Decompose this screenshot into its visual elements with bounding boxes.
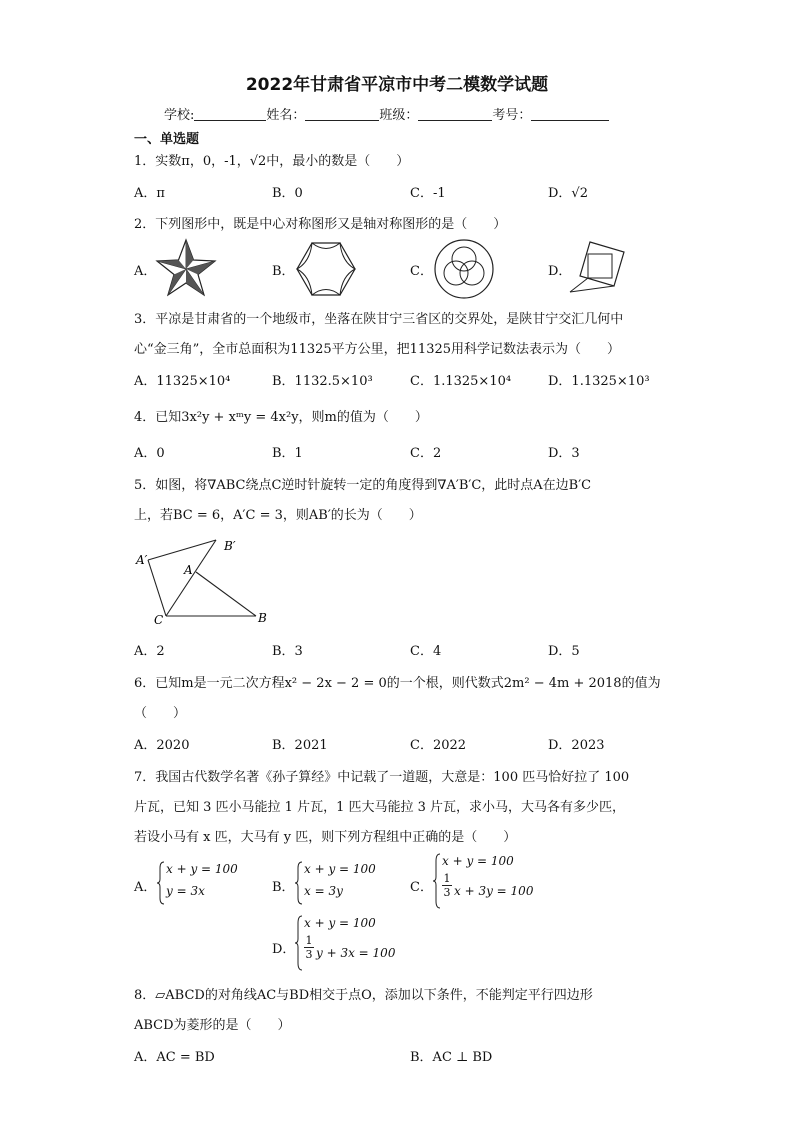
class-blank[interactable] <box>418 108 492 121</box>
section-heading: 一、单选题 <box>134 132 200 147</box>
question-7-text-line-3: 若设小马有 x 匹，大马有 y 匹，则下列方程组中正确的是（ ） <box>134 830 517 845</box>
q7-option-c-fraction <box>442 872 452 899</box>
question-8-text-line-2: ABCD为菱形的是（ ） <box>134 1018 291 1033</box>
question-7-text-line-1: 7．我国古代数学名著《孙子算经》中记载了一道题，大意是：100 匹马恰好拉了 100 <box>134 770 630 785</box>
q1-option-c: C．-1 <box>410 186 446 201</box>
q7-option-c-eq1: x + y = 100 <box>442 854 514 868</box>
q6-option-d: D．2023 <box>548 738 605 753</box>
q1-option-d: D．√2 <box>548 186 588 201</box>
label-a: A <box>184 563 193 577</box>
q2-option-a: A． <box>134 264 157 279</box>
label-a-prime: A′ <box>136 553 148 567</box>
q7-option-b-label: B． <box>272 880 295 895</box>
q2-option-b: B． <box>272 264 295 279</box>
q7-option-d-brace <box>294 914 304 972</box>
q5-option-c: C．4 <box>410 644 442 659</box>
square-figure <box>568 240 632 298</box>
q7-option-c-eq2: x + 3y = 100 <box>454 884 534 898</box>
hexagon-figure <box>294 240 358 298</box>
q7-option-b-eq1: x + y = 100 <box>304 862 376 876</box>
question-1-text: 1．实数π，0，-1，√2中，最小的数是（ ） <box>134 154 410 169</box>
q7-option-a-eq1: x + y = 100 <box>166 862 238 876</box>
q8-option-b: B．AC ⊥ BD <box>410 1050 493 1065</box>
q3-option-c: C．1.1325×10⁴ <box>410 374 512 389</box>
rotation-figure <box>130 534 280 626</box>
label-b-prime: B′ <box>224 539 236 553</box>
question-3-text-line-1: 3．平凉是甘肃省的一个地级市，坐落在陕甘宁三省区的交界处，是陕甘宁交汇几何中 <box>134 312 624 327</box>
q4-option-c: C．2 <box>410 446 442 461</box>
class-label: 班级： <box>379 108 419 123</box>
q7-option-a-eq2: y = 3x <box>166 884 205 898</box>
school-label: 学校: <box>164 108 195 123</box>
q7-option-c-frac-num: 1 <box>443 872 451 885</box>
q3-option-a: A．11325×10⁴ <box>134 374 231 389</box>
question-8-text-line-1: 8．▱ABCD的对角线AC与BD相交于点O，添加以下条件，不能判定平行四边形 <box>134 988 593 1003</box>
question-7-text-line-2: 片瓦，已知 3 匹小马能拉 1 片瓦，1 匹大马能拉 3 片瓦，求小马，大马各有多少匹， <box>134 800 626 815</box>
number-blank[interactable] <box>531 108 609 121</box>
q1-option-b: B．0 <box>272 186 303 201</box>
q7-option-d-frac-den: 3 <box>305 948 313 961</box>
question-6-text-line-1: 6．已知m是一元二次方程x² − 2x − 2 = 0的一个根，则代数式2m² − 4m + 2018的值为 <box>134 676 661 691</box>
q2-option-c: C． <box>410 264 433 279</box>
q1-option-a: A．π <box>134 186 165 201</box>
q4-option-b: B．1 <box>272 446 303 461</box>
question-5-text-line-2: 上，若BC = 6，A′C = 3，则AB′的长为（ ） <box>134 508 422 523</box>
label-b: B <box>258 611 267 625</box>
q4-option-a: A．0 <box>134 446 165 461</box>
three-circles-figure <box>432 237 496 301</box>
q6-option-c: C．2022 <box>410 738 467 753</box>
student-info-row <box>164 104 609 123</box>
q7-option-a-label: A． <box>134 880 157 895</box>
q6-option-b: B．2021 <box>272 738 328 753</box>
question-3-text-line-2: 心“金三角”，全市总面积为11325平方公里，把11325用科学记数法表示为（ ） <box>134 342 621 357</box>
q7-option-b-brace <box>294 860 304 906</box>
name-blank[interactable] <box>305 108 379 121</box>
q3-option-b: B．1132.5×10³ <box>272 374 373 389</box>
page-title: 2022年甘肃省平凉市中考二模数学试题 <box>245 75 549 95</box>
q7-option-c-brace <box>432 852 442 910</box>
q7-option-c-frac-den: 3 <box>443 886 451 899</box>
question-2-text: 2．下列图形中，既是中心对称图形又是轴对称图形的是（ ） <box>134 217 507 232</box>
q4-option-d: D．3 <box>548 446 580 461</box>
q7-option-c-label: C． <box>410 880 433 895</box>
q7-option-d-fraction <box>304 934 314 961</box>
star-figure <box>154 238 218 298</box>
q7-option-d-label: D． <box>272 942 296 957</box>
q7-option-d-frac-num: 1 <box>305 934 313 947</box>
q8-option-a: A．AC = BD <box>134 1050 215 1065</box>
q7-option-a-brace <box>156 860 166 906</box>
name-label: 姓名： <box>266 108 306 123</box>
q5-option-d: D．5 <box>548 644 580 659</box>
question-5-text-line-1: 5．如图，将∇ABC绕点C逆时针旋转一定的角度得到∇A′B′C，此时点A在边B′C <box>134 478 592 493</box>
question-4-text: 4．已知3x²y + xᵐy = 4x²y，则m的值为（ ） <box>134 410 428 425</box>
q7-option-b-eq2: x = 3y <box>304 884 343 898</box>
q2-option-d: D． <box>548 264 572 279</box>
q5-option-b: B．3 <box>272 644 303 659</box>
q3-option-d: D．1.1325×10³ <box>548 374 650 389</box>
label-c: C <box>154 613 164 626</box>
q7-option-d-eq2: y + 3x = 100 <box>316 946 396 960</box>
q5-option-a: A．2 <box>134 644 165 659</box>
q7-option-d-eq1: x + y = 100 <box>304 916 376 930</box>
q6-option-a: A．2020 <box>134 738 190 753</box>
question-6-text-line-2: （ ） <box>134 706 187 721</box>
number-label: 考号： <box>492 108 532 123</box>
school-blank[interactable] <box>194 108 266 121</box>
